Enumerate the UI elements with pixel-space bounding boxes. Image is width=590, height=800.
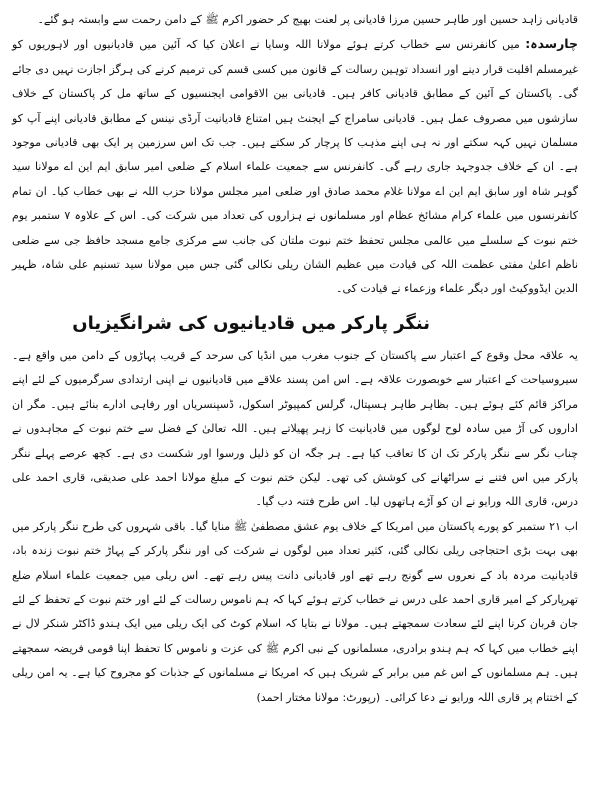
report-credit: (رپورٹ: مولانا مختار احمد) <box>256 690 381 704</box>
section-heading: ننگر پارکر میں قادیانیوں کی شرانگیزیاں <box>72 312 430 334</box>
dateline: چارسدہ: <box>525 36 578 52</box>
rally-paragraph <box>12 515 578 710</box>
nagarparkar-paragraph: یہ علاقہ محل وقوع کے اعتبار سے پاکستان کے جنوب مغرب میں انڈیا کی سرحد کے قریب پہاڑوں کے دامن میں واقع ہے۔ سیروسیاحت کے اعتبار سے خوبصورت علاقہ ہے۔ اس امن پسند علاقے میں قادیانیوں نے اپنی ارتدادی سرگرمیوں کے لئے اپنے مراکز قائم کئے ہوئے ہیں۔ بظاہر طاہر ہسپتال، گرلس کمپیوٹر اسکول، ڈسپنسریاں اور رفاہی ادارے بنائے ہیں۔ مگر ان اداروں کی آڑ میں سادہ لوح لوگوں میں قادیانیت کا زہر پھیلاتے ہیں۔ اللہ تعالیٰ کے فضل سے ختم نبوت کے مجاہدوں نے چناب نگر سے ننگر پارکر تک ان کا تعاقب کیا ہے۔ ہر جگہ ان کو ذلیل ورسوا اور شکست دی ہے۔ کچھ عرصے پہلے ننگر پارکر میں اس فتنے نے سراٹھانے کی کوشش کی تھی۔ لیکن ختم نبوت کے مبلغ مولانا احمد علی صدیقی، قاری احمد علی درس، قاری اللہ ورایو نے ان کو آڑے ہاتھوں لیا۔ اس طرح فتنہ دب گیا۔ <box>12 348 578 509</box>
rally-paragraph-text: اب ۲۱ ستمبر کو پورے پاکستان میں امریکا کے خلاف یوم عشق مصطفیٰ ﷺ منایا گیا۔ باقی شہروں کی طرح ننگر پارکر میں بھی بہت بڑی احتجاجی ریلی نکالی گئی، کثیر تعداد میں لوگوں نے شرکت کی اور ننگر پارکر کے پہاڑ ختم نبوت زندہ باد، قادیانیت مردہ باد کے نعروں سے گونج رہے تھے اور قادیانی دانت پیس رہے تھے۔ اس ریلی میں جمعیت علماء اسلام ضلع تھرپارکر کے امیر قاری احمد علی درس نے خطاب کرتے ہوئے کہا کہ ہم ناموس رسالت کے لئے اور ختم نبوت کے تحفظ کے لئے جان قربان کرنا اپنے لئے سعادت سمجھتے ہیں۔ مولانا نے بتایا کہ اسلام کوٹ کی ایک ریلی میں ایک ہندو ڈاکٹر شنکر لال نے اپنے خطاب میں کہا کہ ہم ہندو برادری، مسلمانوں کے نبی اکرم ﷺ کی عزت و ناموس کا تحفظ اپنا قومی فریضہ سمجھتے ہیں۔ ہم مسلمانوں کے اس غم میں برابر کے شریک ہیں کہ امریکا نے مسلمانوں کے جذبات کو مجروح کیا ہے۔ یہ امن ریلی کے اختتام پر قاری اللہ ورایو نے دعا کرائی۔ <box>12 519 578 704</box>
article <box>12 8 578 792</box>
charsadda-paragraph-text: میں کانفرنس سے خطاب کرتے ہوئے مولانا اللہ وسایا نے اعلان کیا کہ آئین میں قادیانیوں اور لاہوریوں کو غیرمسلم اقلیت قرار دینے اور انسداد توہین رسالت کے قانون میں کسی قسم کی ترمیم کرنے کی ہرگز اجازت نہیں دی جائے گی۔ پاکستان کے آئین کے مطابق قادیانی کافر ہیں۔ قادیانی بین الاقوامی ایجنسیوں کے ساتھ مل کر پاکستان کے خلاف سازشوں میں مصروف عمل ہیں۔ قادیانی سامراج کے ایجنٹ ہیں امتناع قادیانیت آرڈی نینس کے مطابق قادیانی اپنے آپ کو مسلمان نہیں کہہ سکتے اور نہ ہی اپنے مذہب کا پرچار کر سکتے ہیں۔ جب تک اس سرزمین پر ایک بھی قادیانی موجود ہے۔ ان کے خلاف جدوجہد جاری رہے گی۔ کانفرنس سے جمعیت علماء اسلام کے ضلعی امیر سابق ایم این اے مولانا سید گوہر شاہ اور سابق ایم این اے مولانا غلام محمد صادق اور ضلعی امیر مجلس مولانا حزب اللہ نے بھی خطاب کیا۔ ان تمام کانفرنسوں میں علماء کرام مشائخ عظام اور مسلمانوں نے ہزاروں کی تعداد میں شرکت کی۔ اس کے علاوہ ۷ ستمبر یوم ختم نبوت کے سلسلے میں عالمی مجلس تحفظ ختم نبوت ملتان کی جانب سے مرکزی جامع مسجد حافظ جی سے ضلعی ناظم اعلیٰ مفتی عظمت اللہ کی قیادت میں عظیم الشان ریلی نکالی گئی جس میں مولانا سید تسنیم علی شاہ، ظہیر الدین ایڈووکیٹ اور دیگر علماء وزعماء نے قیادت کی۔ <box>12 38 578 296</box>
intro-paragraph: قادیانی زاہد حسین اور طاہر حسین مرزا قادیانی پر لعنت بھیج کر حضور اکرم ﷺ کے دامن رحمت سے وابستہ ہو گئے۔ <box>37 13 578 26</box>
charsadda-paragraph <box>12 32 578 301</box>
